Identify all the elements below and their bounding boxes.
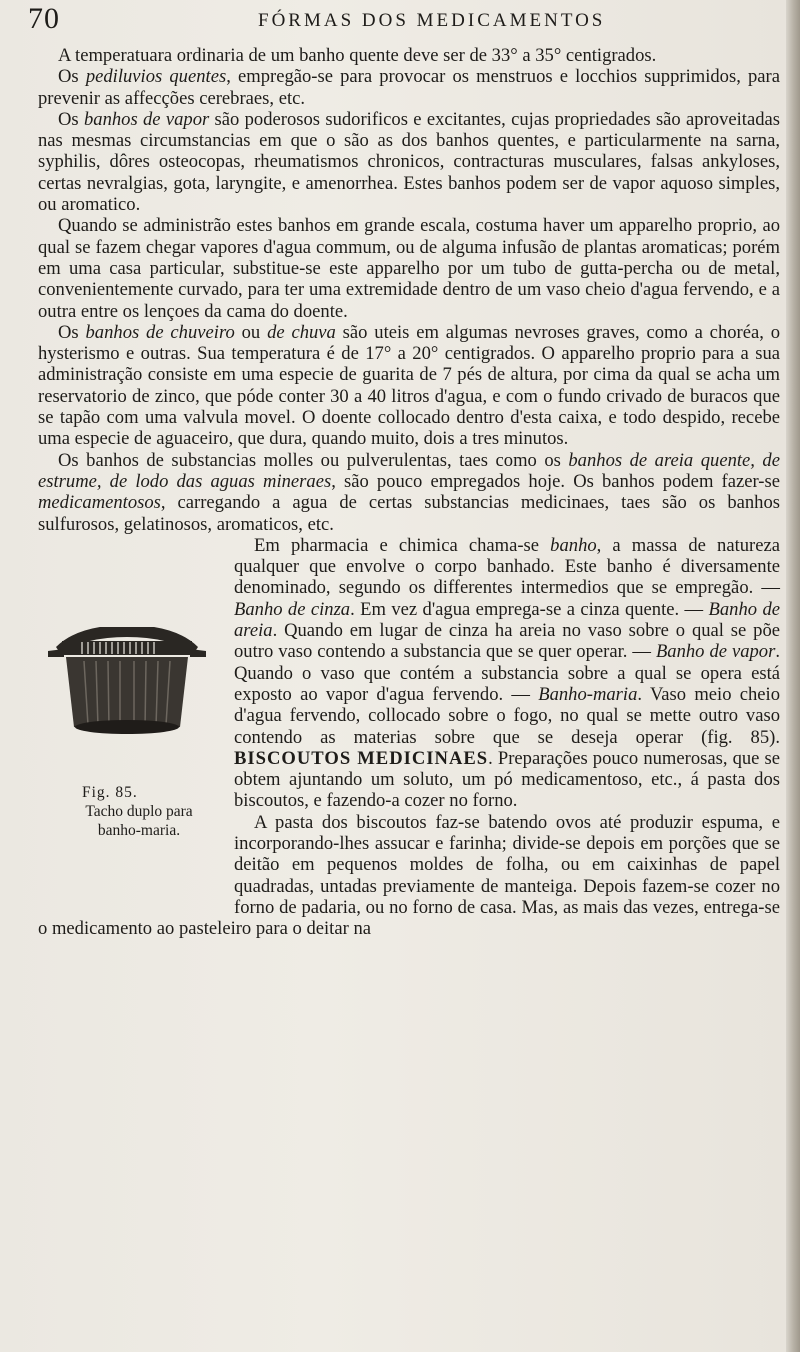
figure-85	[34, 535, 220, 913]
paragraph	[38, 109, 780, 215]
figure-caption	[34, 783, 224, 840]
page-header	[0, 2, 800, 42]
text-run: . Quando em lugar de cinza ha areia no vaso sobre o qual se põe outro vaso contendo a substancia que se quer operar. —	[234, 620, 780, 663]
text-run: Os	[58, 66, 86, 88]
float-paragraph-text	[234, 535, 780, 812]
paragraph	[38, 45, 780, 66]
text-run: , a massa de natureza qualquer que envolve o corpo banhado. Este banho é diversamente denominado, segundo os differentes intermedios que se empregão. —	[234, 534, 780, 599]
text-run: ou	[234, 321, 268, 343]
body-text	[38, 45, 780, 939]
text-run: . Quando o vaso que contém a substancia sobre a qual se opera está exposto ao vapor d'agua fervendo. —	[234, 641, 781, 705]
italic-term: banhos de areia quente, de estrume, de lodo das aguas mineraes	[38, 449, 780, 492]
italic-term: Banho de vapor	[655, 641, 776, 663]
text-run: . Em vez d'agua emprega-se a cinza quente. —	[350, 598, 709, 620]
paragraph	[38, 450, 780, 535]
paragraph-with-figure	[38, 534, 781, 839]
text-run: , carregando a agua de certas substancias medicinaes, taes são os banhos sulfurosos, gelatinosos, aromaticos, etc.	[38, 492, 780, 535]
figure-label: Fig. 85.	[82, 783, 138, 801]
italic-term: medicamentosos	[38, 492, 161, 514]
page-edge	[786, 0, 800, 1352]
text-run: Em pharmacia e chimica chama-se	[254, 534, 551, 556]
italic-term: pediluvios quentes	[85, 66, 227, 88]
italic-term: Banho-maria	[538, 683, 638, 705]
paragraph	[38, 215, 780, 321]
bold-heading: BISCOUTOS MEDICINAES	[234, 747, 489, 769]
paragraph	[38, 322, 780, 450]
double-boiler-illustration	[48, 627, 206, 737]
italic-term: banhos de vapor	[83, 108, 210, 130]
caption-line: banho-maria.	[97, 821, 181, 839]
text-run: Os	[58, 108, 84, 130]
text-run: são uteis em algumas nevroses graves, como a choréa, o hysterismo e outras. Sua temperatura é de 17° a 20° centigrados. O apparelho proprio para a sua administração consiste em uma especie de guarita de 7 pés de altura, por cima da qual se acha um reservatorio de zinco, que póde conter 30 a 40 litros d'agua, e com o fundo crivado de buracos que se tapão com uma valvula movel. O doente collocado dentro d'esta caixa, e todo despido, recebe uma especie de aguaceiro, que dura, quando muito, dois a tres minutos.	[38, 321, 781, 450]
text-run: Quando se administrão estes banhos em grande escala, costuma haver um apparelho proprio, ao qual se fazem chegar vapores d'agua commum, ou de alguma infusão de plantas aromaticas; porém em uma casa particular, substitue-se este apparelho por um tubo de gutta-percha ou de metal, convenientemente curvado, para ter uma extremidade dentro de um vaso cheio d'agua fervendo, e a outra entre os lençoes da cama do doente.	[38, 215, 780, 322]
text-run: , são pouco empregados hoje. Os banhos podem fazer-se	[331, 470, 780, 492]
italic-term: banho	[550, 534, 597, 556]
text-run: A pasta dos biscoutos faz-se batendo ovos até produzir espuma, e incorporando-lhes assucar e farinha; divide-se depois em porções que se deitão em pequenos moldes de folha, ou em caixinhas de papel quadradas, untadas previamente de manteiga. Depois fazem-se cozer no forno de padaria, ou no forno de casa. Mas, as mais das vezes, entrega-se o medicamento ao pasteleiro para o deitar na	[38, 811, 780, 940]
italic-term: Banho de cinza	[234, 598, 351, 620]
text-run: . Preparações pouco numerosas, que se obtem ajuntando um soluto, um pó medicamentoso, etc., á pasta dos biscoutos, e fazendo-a cozer no forno.	[234, 747, 780, 812]
caption-line: Tacho duplo para	[85, 802, 193, 820]
paragraph	[38, 66, 780, 109]
italic-term: Banho de areia	[234, 598, 780, 642]
page-number: 70	[28, 2, 60, 35]
text-run: A temperatuara ordinaria de um banho quente deve ser de 33° a 35° centigrados.	[58, 45, 657, 66]
text-run: Os	[58, 321, 86, 343]
italic-term: de chuva	[267, 321, 336, 343]
text-run: Os banhos de substancias molles ou pulverulentas, taes como os	[58, 449, 569, 471]
italic-term: banhos de chuveiro	[85, 321, 235, 343]
text-run: são poderosos sudorificos e excitantes, cujas propriedades são aproveitadas nas mesmas circumstancias em que o são as dos banhos quentes, e particularmente na sarna, syphilis, dôres osteocopas, rheumatismos chronicos, contracturas musculares, falsas ankyloses, certas nevralgias, gota, laryngite, e amenorrhea. Estes banhos podem ser de vapor aquoso simples, ou aromatico.	[38, 108, 780, 216]
running-head: FÓRMAS DOS MEDICAMENTOS	[258, 10, 606, 31]
text-run: . Vaso meio cheio d'agua fervendo, collocado sobre o fogo, no qual se mette outro vaso contendo as materias sobre que se deseja operar (fig. 85).	[234, 683, 781, 748]
text-run: , empregão-se para provocar os menstruos e locchios supprimidos, para prevenir as affecções cerebraes, etc.	[38, 66, 780, 109]
